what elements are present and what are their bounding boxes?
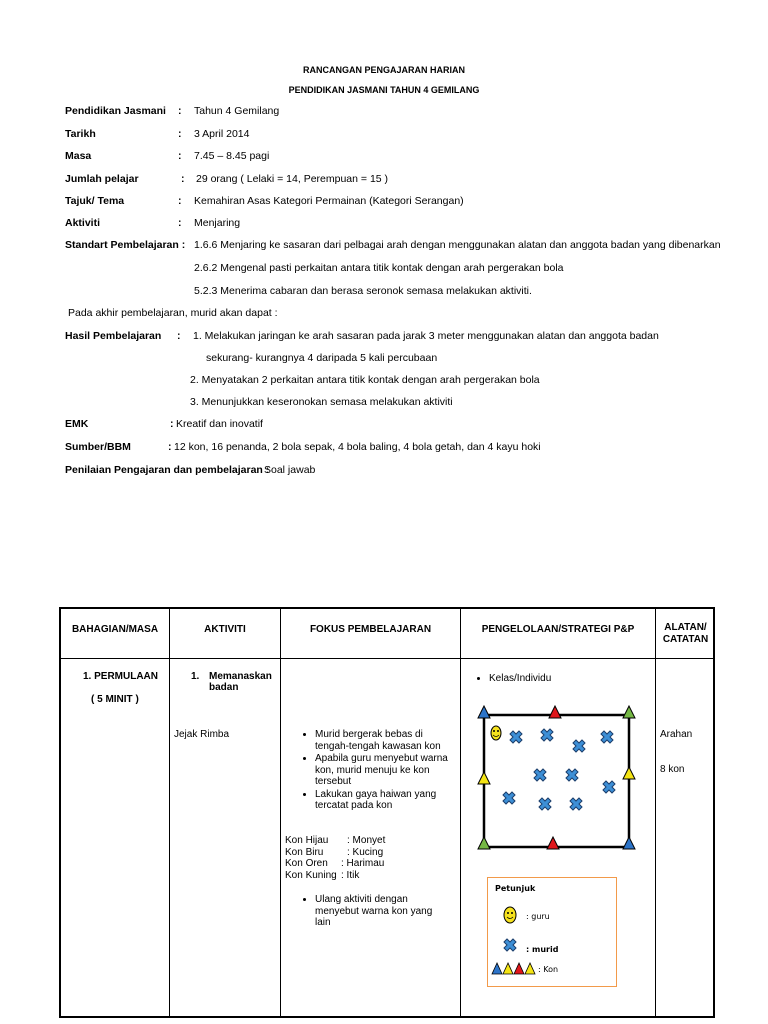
outcome-item: 2. Menyatakan 2 perkaitan antara titik kontak dengan arah pergerakan bola [190,374,540,386]
intro-text: Pada akhir pembelajaran, murid akan dapat : [68,307,278,319]
smiley-face-icon [502,906,518,924]
murid-cross-icon [603,781,615,793]
time-value: 7.45 – 8.45 pagi [194,150,270,162]
colon: : [178,128,182,140]
kon-row [285,870,455,882]
murid-cross-icon [534,769,546,781]
cone-green-icon [623,706,635,718]
activity-value: Menjaring [194,217,241,229]
subject-label: Pendidikan Jasmani [65,105,166,117]
murid-cross-icon [566,769,578,781]
colon: : [178,150,182,162]
colon: : [178,195,182,207]
column-divider [460,609,461,1016]
kon-name: Kon Oren [285,858,328,869]
cross-icon [501,936,519,954]
colon: : [178,217,182,229]
students-value: 29 orang ( Lelaki = 14, Perempuan = 15 ) [196,173,389,185]
students-label: Jumlah pelajar [65,173,139,185]
legend-title: Petunjuk [495,884,536,893]
date-value: 3 April 2014 [194,128,250,140]
time-label: Masa [65,150,92,162]
header-alatan: ALATAN/ [664,622,707,633]
subject-value: Tahun 4 Gemilang [194,105,280,117]
cone-blue-icon [478,706,490,718]
document-subtitle: PENDIDIKAN JASMANI TAHUN 4 GEMILANG [288,85,480,95]
topic-value: Kemahiran Asas Kategori Permainan (Kategori Serangan) [194,195,464,207]
fokus-item: • Murid bergerak bebas di tengah-tengah kawasan kon [315,729,449,752]
cone-yellow-icon [623,767,635,779]
header-fokus: FOKUS PEMBELAJARAN [309,624,432,635]
sumber-label: Sumber/BBM [65,441,131,453]
penilaian-label: Penilaian Pengajaran dan pembelajaran : [65,464,270,476]
document-title: RANCANGAN PENGAJARAN HARIAN [302,65,465,75]
colon: : [170,418,174,430]
kon-animal: : Harimau [341,858,385,869]
murid-cross-icon [573,740,585,752]
strategi-item: • Kelas/Individu [489,673,643,685]
colon: : [178,105,182,117]
cone-red-icon [549,706,561,718]
legend-guru-label: : guru [526,912,550,921]
outcome-item: 3. Menunjukkan keseronokan semasa melakukan aktiviti [190,396,453,408]
topic-label: Tajuk/ Tema [65,195,125,207]
penilaian-value: Soal jawab [264,464,316,476]
fokus-item: • Lakukan gaya haiwan yang tercatat pada kon [315,789,449,812]
kon-row [285,858,455,870]
aktiviti-number: 1. [191,671,200,682]
legend-box [487,877,617,987]
outcome-label: Hasil Pembelajaran [65,330,162,342]
emk-value: Kreatif dan inovatif [176,418,263,430]
murid-cross-icon [570,798,582,810]
fokus-item: • Ulang aktiviti dengan menyebut warna kon yang lain [315,894,449,929]
bahagian-name: 1. PERMULAAN [83,671,159,682]
cone-blue-icon [623,837,635,849]
triangle-cone-icon [491,962,539,976]
murid-cross-icon [539,798,551,810]
aktiviti-title: Memanaskan [209,671,272,682]
alatan-item: 8 kon [660,764,685,775]
activity-label: Aktiviti [65,217,101,229]
kon-name: Kon Biru [285,846,324,858]
kon-row [285,847,455,859]
murid-cross-icon [541,729,553,741]
header-aktiviti: AKTIVITI [204,624,246,635]
outcome-item: 1. Melakukan jaringan ke arah sasaran pada jarak 3 meter menggunakan alatan dan anggota badan [193,330,659,342]
colon: : [168,441,172,453]
strategi-list [473,673,643,686]
field-diagram [471,701,641,861]
cone-red-icon [547,837,559,849]
alatan-item: Arahan [660,729,693,740]
kon-animal: : Itik [341,869,360,881]
sumber-value: 12 kon, 16 penanda, 2 bola sepak, 4 bola baling, 4 bola getah, dan 4 kayu hoki [174,441,541,453]
aktiviti-title: badan [209,682,239,693]
murid-cross-icon [510,731,522,743]
column-divider [169,609,170,1016]
fokus-item: • Apabila guru menyebut warna kon, murid menuju ke kon tersebut [315,753,449,788]
standard-item: 1.6.6 Menjaring ke sasaran dari pelbagai arah dengan menggunakan alatan dan anggota badan yang dibenarkan [194,239,721,251]
standard-label: Standart Pembelajaran : [65,239,186,251]
header-bahagian: BAHAGIAN/MASA [71,624,159,635]
cone-green-icon [478,837,490,849]
header-strategi: PENGELOLAAN/STRATEGI P&P [481,624,635,635]
kon-animal: : Monyet [347,835,386,846]
standard-item: 2.6.2 Mengenal pasti perkaitan antara titik kontak dengan arah pergerakan bola [194,262,564,274]
kon-name: Kon Hijau [285,835,329,846]
header-divider [61,658,713,659]
aktiviti-name: Jejak Rimba [174,729,230,740]
date-label: Tarikh [65,128,96,140]
kon-row [285,835,455,847]
kon-animal: : Kucing [347,846,384,858]
murid-cross-icon [503,792,515,804]
guru-smiley-icon [491,726,501,740]
column-divider [280,609,281,1016]
fokus-list [299,894,449,930]
legend-murid-label: : murid [526,945,559,954]
lesson-table [59,607,715,1018]
fokus-list [299,729,449,813]
column-divider [655,609,656,1016]
bahagian-time: ( 5 MINIT ) [91,694,139,705]
standard-item: 5.2.3 Menerima cabaran dan berasa seronok semasa melakukan aktiviti. [194,285,532,297]
colon: : [177,330,181,342]
cone-yellow-icon [478,772,490,784]
murid-cross-icon [601,731,613,743]
colon: : [181,173,185,185]
legend-kon-label: : Kon [538,965,559,974]
kon-name: Kon Kuning [285,869,337,881]
kon-list [285,835,455,881]
emk-label: EMK [65,418,89,430]
outcome-item: sekurang- kurangnya 4 daripada 5 kali percubaan [206,352,438,364]
header-catatan: CATATAN [662,634,709,645]
